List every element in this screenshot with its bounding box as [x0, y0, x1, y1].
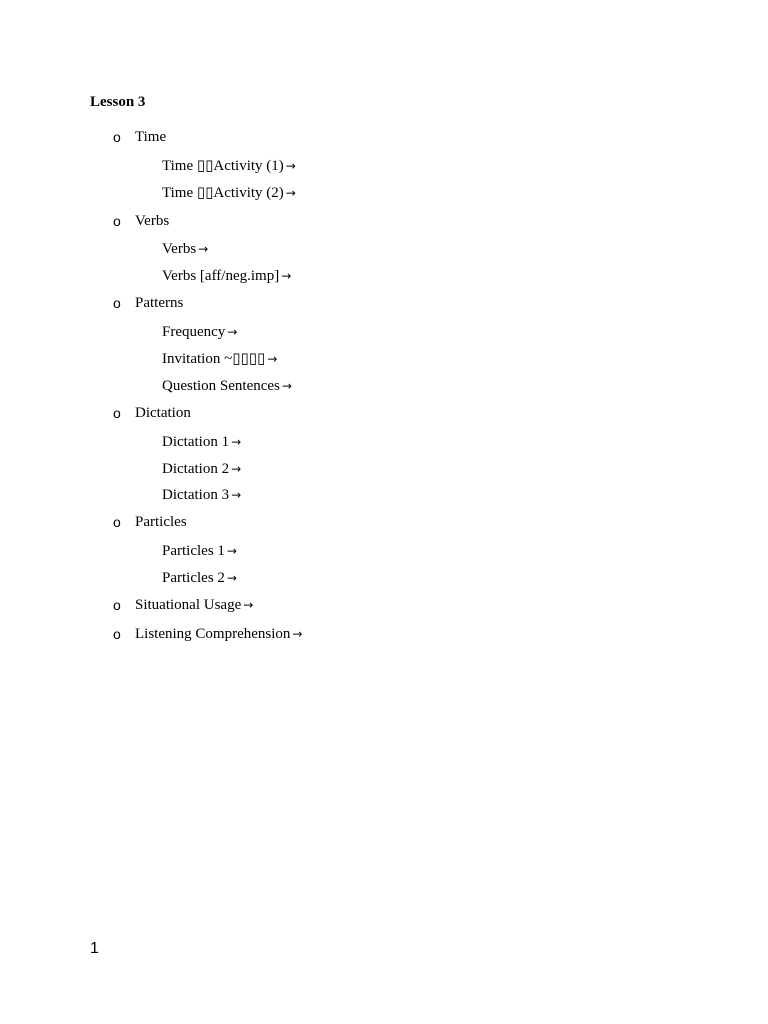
bullet-icon: o — [113, 626, 121, 642]
link-text: Dictation 1 — [162, 434, 230, 450]
bullet-icon: o — [113, 213, 121, 229]
link-text: Verbs — [162, 241, 197, 257]
section-label-dictation: Dictation — [135, 405, 191, 421]
link-dictation-1[interactable] — [162, 433, 241, 451]
bullet-icon: o — [113, 597, 121, 613]
link-particles-2[interactable] — [162, 569, 237, 587]
link-text: Listening Comprehension — [135, 626, 291, 642]
link-text: Particles 1 — [162, 543, 225, 559]
arrow-right-icon: → — [227, 325, 238, 339]
link-text: Time ▯▯Activity (1) — [162, 158, 284, 174]
section-label-verbs: Verbs — [135, 213, 170, 229]
link-text: Question Sentences — [162, 378, 280, 394]
link-situational-usage[interactable] — [135, 596, 253, 614]
link-dictation-3[interactable] — [162, 486, 241, 504]
arrow-right-icon: → — [226, 544, 237, 558]
link-verbs[interactable] — [162, 240, 208, 258]
page-number: 1 — [90, 940, 99, 957]
link-text: Dictation 3 — [162, 487, 230, 503]
arrow-right-icon: → — [281, 379, 292, 393]
link-text: Verbs [aff/neg.imp] — [162, 268, 280, 284]
link-verbs-aff-neg-imp[interactable] — [162, 267, 291, 285]
link-text: Situational Usage — [135, 597, 242, 613]
link-text: Time ▯▯Activity (2) — [162, 185, 284, 201]
link-text: Invitation ~▯▯▯▯ — [162, 351, 266, 367]
link-time-activity-2[interactable] — [162, 184, 296, 202]
bullet-icon: o — [113, 405, 121, 421]
section-label-patterns: Patterns — [135, 295, 184, 311]
link-frequency[interactable] — [162, 323, 237, 341]
link-dictation-2[interactable] — [162, 460, 241, 478]
arrow-right-icon: → — [292, 627, 303, 641]
page-title: Lesson 3 — [90, 94, 146, 110]
arrow-right-icon: → — [231, 488, 242, 502]
bullet-icon: o — [113, 129, 121, 145]
link-text: Dictation 2 — [162, 461, 230, 477]
arrow-right-icon: → — [243, 598, 254, 612]
link-particles-1[interactable] — [162, 542, 237, 560]
arrow-right-icon: → — [231, 435, 242, 449]
link-invitation[interactable] — [162, 350, 277, 368]
bullet-icon: o — [113, 514, 121, 530]
arrow-right-icon: → — [281, 269, 292, 283]
arrow-right-icon: → — [226, 571, 237, 585]
bullet-icon: o — [113, 295, 121, 311]
arrow-right-icon: → — [198, 242, 209, 256]
link-listening-comprehension[interactable] — [135, 625, 302, 643]
arrow-right-icon: → — [285, 159, 296, 173]
link-question-sentences[interactable] — [162, 377, 292, 395]
section-label-time: Time — [135, 129, 167, 145]
arrow-right-icon: → — [267, 352, 278, 366]
section-label-particles: Particles — [135, 514, 187, 530]
link-text: Particles 2 — [162, 570, 225, 586]
link-text: Frequency — [162, 324, 226, 340]
arrow-right-icon: → — [231, 462, 242, 476]
link-time-activity-1[interactable] — [162, 157, 296, 175]
arrow-right-icon: → — [285, 186, 296, 200]
